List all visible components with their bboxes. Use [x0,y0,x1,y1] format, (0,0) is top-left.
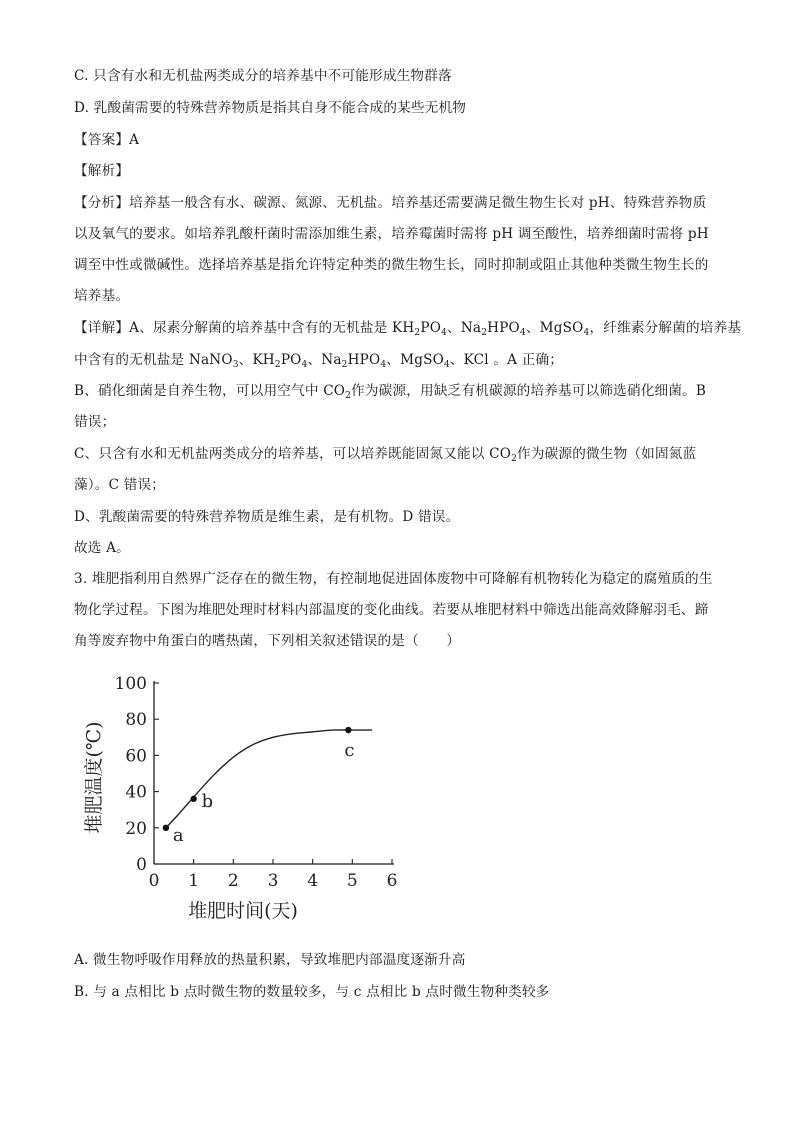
question-3-line-2: 物化学过程。下图为堆肥处理时材料内部温度的变化曲线。若要从堆肥材料中筛选出能高效降解羽毛、蹄 [74,602,709,618]
y-tick-label: 0 [136,855,147,875]
detail-text-7: D、乳酸菌需要的特殊营养物质是维生素，是有机物。D 错误。 [74,509,460,525]
y-tick-label: 20 [125,818,147,839]
option-b: B. 与 a 点相比 b 点时微生物的数量较多，与 c 点相比 b 点时微生物种类较多 [74,984,550,1000]
analysis-text-1: 【分析】培养基一般含有水、碳源、氮源、无机盐。培养基还需要满足微生物生长对 pH、特殊营养物质 [74,195,707,211]
point-a [163,825,169,831]
x-tick-label: 6 [386,871,398,891]
conclusion: 故选 A。 [74,540,130,556]
point-label-b: b [201,790,214,812]
answer-line: 【答案】A [74,132,140,148]
option-c: C. 只含有水和无机盐两类成分的培养基中不可能形成生物群落 [74,68,452,84]
option-d: D. 乳酸菌需要的特殊营养物质是指其自身不能合成的某些无机物 [74,100,467,116]
analysis-text-2: 以及氧气的要求。如培养乳酸杆菌时需添加维生素，培养霉菌时需将 pH 调至酸性，培养细菌时需将 pH [74,226,709,242]
analysis-header: 【解析】 [74,163,130,179]
detail-text-4: 错误； [74,414,116,430]
point-label-a: a [172,824,184,846]
point-c [345,727,351,733]
x-tick-label: 4 [307,871,319,891]
detail-text-1: 【详解】A、尿素分解菌的培养基中含有的无机盐是 $KH_2PO_4$、$Na_2HPO_4$、MgSO$_4$，纤维素分解菌的培养基 [74,320,742,338]
analysis-text-3: 调至中性或微碱性。选择培养基是指允许特定种类的微生物生长，同时抑制或阻止其他种类微生物生长的 [74,257,709,273]
x-axis-label: 堆肥时间(天) [188,900,298,922]
option-a: A. 微生物呼吸作用释放的热量积累，导致堆肥内部温度逐渐升高 [74,952,466,968]
detail-text-2: 中含有的无机盐是 NaNO$_3$、$KH_2PO_4$、$Na_2HPO_4$、MgSO$_4$、KCl 。A 正确； [74,352,564,370]
y-tick-label: 100 [114,674,147,694]
y-tick-label: 60 [125,746,147,767]
point-label-c: c [344,740,355,762]
detail-text-5: C、只含有水和无机盐两类成分的培养基，可以培养既能固氮又能以 $CO_2$作为碳源的微生物（如固氮蓝 [74,446,697,464]
question-3-line-3: 角等废弃物中角蛋白的嗜热菌，下列相关叙述错误的是（ ） [74,633,461,649]
question-3-line-1: 3. 堆肥指利用自然界广泛存在的微生物，有控制地促进固体废物中可降解有机物转化为稳定的腐殖质的生 [74,571,713,587]
x-tick-label: 5 [346,871,358,891]
compost-temperature-chart [74,664,414,928]
temperature-line [166,730,372,828]
analysis-text-4: 培养基。 [74,288,130,304]
x-tick-label: 3 [267,871,279,891]
x-tick-label: 0 [148,871,160,891]
y-tick-label: 40 [125,782,147,803]
detail-text-6: 藻）。C 错误； [74,477,166,493]
x-tick-label: 1 [188,871,200,891]
point-b [190,796,196,802]
x-tick-label: 2 [227,871,239,891]
detail-text-3: B、硝化细菌是自养生物，可以用空气中 $CO_2$作为碳源，用缺乏有机碳源的培养基可以筛选硝化细菌。B [74,383,707,401]
y-axis-label: 堆肥温度(℃) [83,721,105,834]
y-tick-label: 80 [125,710,147,731]
